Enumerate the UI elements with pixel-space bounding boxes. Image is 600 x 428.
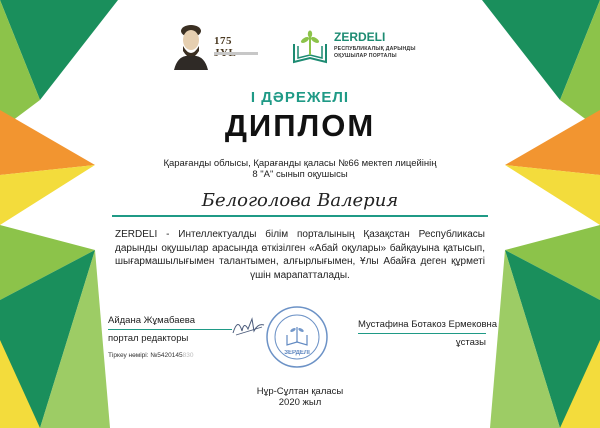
abai-caption-line xyxy=(214,52,258,55)
zerdeli-subtitle-line1: РЕСПУБЛИКАЛЫҚ ДАРЫНДЫ xyxy=(334,46,416,52)
abai-portrait-icon xyxy=(170,18,212,70)
registration-label: Тіркеу нөмірі: №5420145 xyxy=(108,352,183,359)
signature-teacher xyxy=(358,319,498,348)
school-line-2: 8 "А" сынып оқушысы xyxy=(252,169,348,180)
award-body-text: ZERDELI - Интеллектуалды білім порталының Қазақстан Республикасы дарынды оқушылар арасында өткізілген «Абай оқулары» байқауына қатысып, шығармашылығымен талантымен, алғырлығымен, Ұлы Абайға деген құрметі үшін марапатталады. xyxy=(115,229,485,281)
teacher-role: ұстазы xyxy=(455,337,486,349)
zerdeli-subtitle xyxy=(334,46,416,60)
recipient-underline xyxy=(112,215,488,217)
official-stamp xyxy=(265,305,329,369)
stamp-text: ЗЕРДЕЛІ xyxy=(284,350,310,356)
zerdeli-subtitle-line2: ОҚУШЫЛАР ПОРТАЛЫ xyxy=(334,53,397,59)
diploma-degree: I ДӘРЕЖЕЛІ xyxy=(250,89,350,106)
signature-editor xyxy=(108,315,232,344)
stamp-seal-icon xyxy=(265,305,329,369)
editor-role: портал редакторы xyxy=(108,333,189,345)
recipient-name: Белоголова Валерия xyxy=(201,190,399,211)
zerdeli-brand-name: ZERDELI xyxy=(334,30,386,44)
abai-175-logo xyxy=(170,18,254,70)
registration-number xyxy=(108,352,193,359)
teacher-name: Мустафина Ботакоз Ермековна xyxy=(358,319,498,330)
diploma-title: ДИПЛОМ xyxy=(224,108,376,143)
editor-signature-line xyxy=(108,329,232,330)
abai-jubilee-number: 175 xyxy=(214,35,232,47)
teacher-signature-line xyxy=(358,333,486,334)
registration-suffix: 830 xyxy=(182,352,194,359)
issue-year: 2020 жыл xyxy=(278,397,322,408)
school-line-1: Қарағанды облысы, Қарағанды қаласы №66 мектеп лицейінің xyxy=(163,158,437,169)
editor-name: Айдана Жұмабаева xyxy=(108,315,195,326)
zerdeli-logo xyxy=(292,30,432,70)
recipient-block xyxy=(112,190,488,216)
book-sprout-icon xyxy=(292,30,328,64)
handwritten-signature xyxy=(230,313,268,339)
issue-city: Нұр-Сұлтан қаласы xyxy=(256,386,344,397)
